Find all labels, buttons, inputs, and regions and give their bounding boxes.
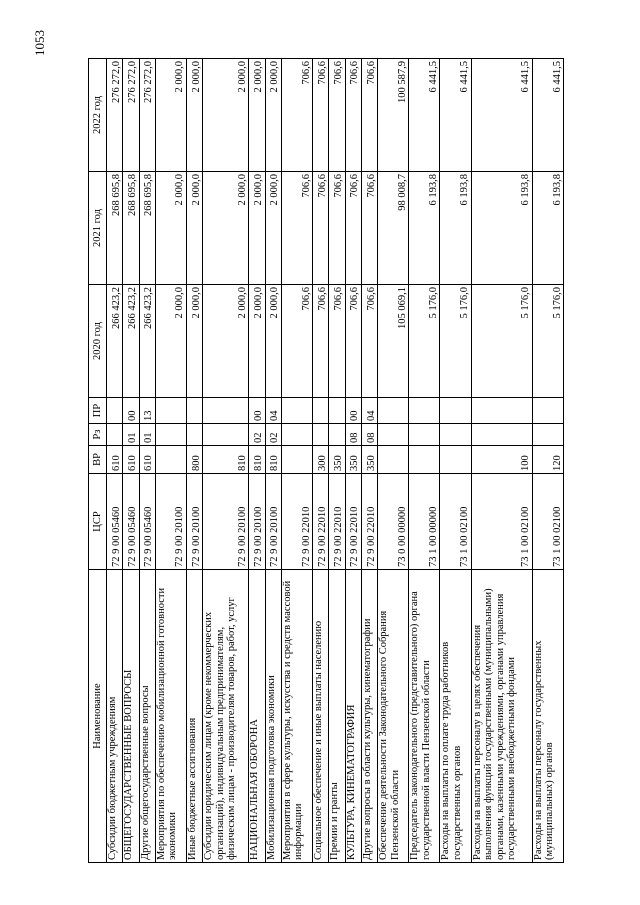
cell-name: Мероприятия в сфере культуры, искусства и средств массовой информации [281,570,312,863]
cell-pr: 04 [361,398,377,424]
table-row [378,59,409,863]
table-row [123,59,139,863]
cell-2022: 706,6 [313,59,329,172]
cell-2022: 2 000,0 [265,59,281,172]
cell-2020: 2 000,0 [203,285,249,398]
cell-csr: 72 9 00 20100 [249,474,265,570]
cell-csr: 73 1 00 02100 [532,474,563,570]
cell-pr [281,398,312,424]
budget-table-container [88,59,564,863]
table-row [139,59,155,863]
table-row [265,59,281,863]
cell-csr: 73 0 00 00000 [378,474,409,570]
header-2022: 2022 год [89,59,107,172]
cell-rz [471,424,532,446]
cell-2021: 6 193,8 [440,172,471,285]
cell-name: Премии и гранты [329,570,345,863]
cell-csr: 72 9 00 22010 [329,474,345,570]
cell-rz: 02 [265,424,281,446]
cell-rz [107,424,123,446]
cell-name: КУЛЬТУРА, КИНЕМАТОГРАФИЯ [345,570,361,863]
cell-vr: 610 [139,446,155,474]
cell-2022: 2 000,0 [186,59,202,172]
cell-csr: 72 9 00 05460 [139,474,155,570]
cell-rz: 01 [139,424,155,446]
cell-vr: 350 [329,446,345,474]
cell-rz [186,424,202,446]
table-row [249,59,265,863]
cell-name: Мероприятия по обеспечению мобилизационной готовности экономики [155,570,186,863]
cell-2021: 98 008,7 [378,172,409,285]
cell-vr [378,446,409,474]
table-row [409,59,440,863]
cell-2021: 2 000,0 [203,172,249,285]
cell-2020: 266 423,2 [107,285,123,398]
table-row [440,59,471,863]
cell-pr [186,398,202,424]
cell-rz [532,424,563,446]
cell-vr: 610 [107,446,123,474]
cell-2022: 706,6 [329,59,345,172]
cell-name: Социальное обеспечение и иные выплаты населению [313,570,329,863]
cell-pr [440,398,471,424]
cell-2020: 2 000,0 [155,285,186,398]
cell-2021: 2 000,0 [155,172,186,285]
cell-2021: 2 000,0 [265,172,281,285]
cell-2020: 266 423,2 [123,285,139,398]
table-row [329,59,345,863]
cell-pr: 13 [139,398,155,424]
cell-pr: 04 [265,398,281,424]
cell-2022: 6 441,5 [471,59,532,172]
cell-pr: 00 [123,398,139,424]
cell-rz [440,424,471,446]
cell-name: Председатель законодательного (представительного) органа государственной власти Пензенской области [409,570,440,863]
cell-name: НАЦИОНАЛЬНАЯ ОБОРОНА [249,570,265,863]
cell-2021: 2 000,0 [186,172,202,285]
table-row [281,59,312,863]
cell-rz [203,424,249,446]
cell-2022: 276 272,0 [107,59,123,172]
cell-vr [409,446,440,474]
cell-rz [155,424,186,446]
header-rz: Рз [89,424,107,446]
cell-2020: 706,6 [329,285,345,398]
table-row [313,59,329,863]
cell-2022: 100 587,9 [378,59,409,172]
table-row [107,59,123,863]
table-row [186,59,202,863]
cell-rz [329,424,345,446]
cell-pr [203,398,249,424]
cell-vr: 120 [532,446,563,474]
cell-vr: 610 [123,446,139,474]
cell-pr: 00 [249,398,265,424]
cell-vr [440,446,471,474]
cell-pr [155,398,186,424]
table-header-row [89,59,107,863]
header-vr: ВР [89,446,107,474]
cell-name: ОБЩЕГОСУДАРСТВЕННЫЕ ВОПРОСЫ [123,570,139,863]
cell-pr [313,398,329,424]
cell-csr: 72 9 00 20100 [203,474,249,570]
cell-2022: 276 272,0 [123,59,139,172]
cell-vr: 100 [471,446,532,474]
cell-2020: 706,6 [281,285,312,398]
table-row [203,59,249,863]
cell-vr: 350 [361,446,377,474]
cell-pr [107,398,123,424]
cell-2020: 5 176,0 [471,285,532,398]
cell-vr [281,446,312,474]
cell-csr: 72 9 00 20100 [265,474,281,570]
cell-name: Мобилизационная подготовка экономики [265,570,281,863]
cell-2020: 706,6 [361,285,377,398]
cell-2021: 268 695,8 [139,172,155,285]
cell-vr: 810 [203,446,249,474]
cell-2020: 105 069,1 [378,285,409,398]
cell-csr: 72 9 00 05460 [107,474,123,570]
cell-2021: 6 193,8 [471,172,532,285]
cell-name: Другие общегосударственные вопросы [139,570,155,863]
cell-pr: 00 [345,398,361,424]
cell-2021: 2 000,0 [249,172,265,285]
cell-csr: 72 9 00 20100 [186,474,202,570]
header-csr: ЦСР [89,474,107,570]
cell-vr: 800 [186,446,202,474]
cell-csr: 72 9 00 22010 [361,474,377,570]
cell-2020: 5 176,0 [440,285,471,398]
header-2021: 2021 год [89,172,107,285]
cell-2022: 706,6 [345,59,361,172]
cell-2022: 2 000,0 [155,59,186,172]
header-2020: 2020 год [89,285,107,398]
header-name: Наименование [89,570,107,863]
cell-2020: 266 423,2 [139,285,155,398]
cell-2022: 6 441,5 [440,59,471,172]
table-row [155,59,186,863]
cell-2020: 706,6 [345,285,361,398]
cell-2022: 6 441,5 [409,59,440,172]
cell-2020: 2 000,0 [249,285,265,398]
cell-2020: 2 000,0 [186,285,202,398]
cell-2022: 2 000,0 [249,59,265,172]
cell-csr: 73 1 00 00000 [409,474,440,570]
cell-pr [378,398,409,424]
cell-csr: 73 1 00 02100 [440,474,471,570]
cell-rz: 02 [249,424,265,446]
cell-2020: 5 176,0 [532,285,563,398]
cell-2021: 706,6 [345,172,361,285]
cell-2021: 268 695,8 [123,172,139,285]
cell-2021: 706,6 [329,172,345,285]
cell-name: Расходы на выплаты по оплате труда работников государственных органов [440,570,471,863]
cell-name: Субсидии юридическим лицам (кроме некоммерческих организаций), индивидуальным предпринимателям, физическим лицам - производителям товаров, работ, услуг [203,570,249,863]
cell-2022: 2 000,0 [203,59,249,172]
cell-2021: 268 695,8 [107,172,123,285]
header-pr: ПР [89,398,107,424]
cell-vr: 810 [249,446,265,474]
cell-csr: 73 1 00 02100 [471,474,532,570]
cell-name: Обеспечение деятельности Законодательного Собрания Пензенской области [378,570,409,863]
table-row [532,59,563,863]
cell-csr: 72 9 00 05460 [123,474,139,570]
cell-2021: 706,6 [361,172,377,285]
cell-2021: 6 193,8 [532,172,563,285]
cell-2022: 6 441,5 [532,59,563,172]
cell-2022: 706,6 [361,59,377,172]
cell-csr: 72 9 00 20100 [155,474,186,570]
cell-2022: 706,6 [281,59,312,172]
cell-2021: 6 193,8 [409,172,440,285]
cell-2020: 2 000,0 [265,285,281,398]
cell-rz: 08 [361,424,377,446]
cell-name: Расходы на выплаты персоналу в целях обеспечения выполнения функций государственными (муниципальными) органами, казенными учреждениями, органами управления государственными внебюджетными фондами [471,570,532,863]
page-number: 1053 [32,30,47,56]
budget-table [88,58,564,863]
cell-vr: 810 [265,446,281,474]
cell-rz [409,424,440,446]
cell-vr: 300 [313,446,329,474]
cell-csr: 72 9 00 22010 [313,474,329,570]
cell-rz [281,424,312,446]
table-row [471,59,532,863]
cell-2022: 276 272,0 [139,59,155,172]
cell-pr [409,398,440,424]
table-row [361,59,377,863]
cell-2021: 706,6 [313,172,329,285]
cell-vr: 350 [345,446,361,474]
cell-rz: 08 [345,424,361,446]
cell-name: Субсидии бюджетным учреждениям [107,570,123,863]
cell-name: Другие вопросы в области культуры, кинематографии [361,570,377,863]
cell-name: Иные бюджетные ассигнования [186,570,202,863]
cell-pr [532,398,563,424]
cell-2020: 706,6 [313,285,329,398]
cell-2020: 5 176,0 [409,285,440,398]
cell-pr [471,398,532,424]
cell-name: Расходы на выплаты персоналу государственных (муниципальных) органов [532,570,563,863]
cell-2021: 706,6 [281,172,312,285]
cell-csr: 72 9 00 22010 [345,474,361,570]
cell-csr: 72 9 00 22010 [281,474,312,570]
cell-rz [313,424,329,446]
cell-pr [329,398,345,424]
table-row [345,59,361,863]
cell-rz [378,424,409,446]
cell-rz: 01 [123,424,139,446]
cell-vr [155,446,186,474]
